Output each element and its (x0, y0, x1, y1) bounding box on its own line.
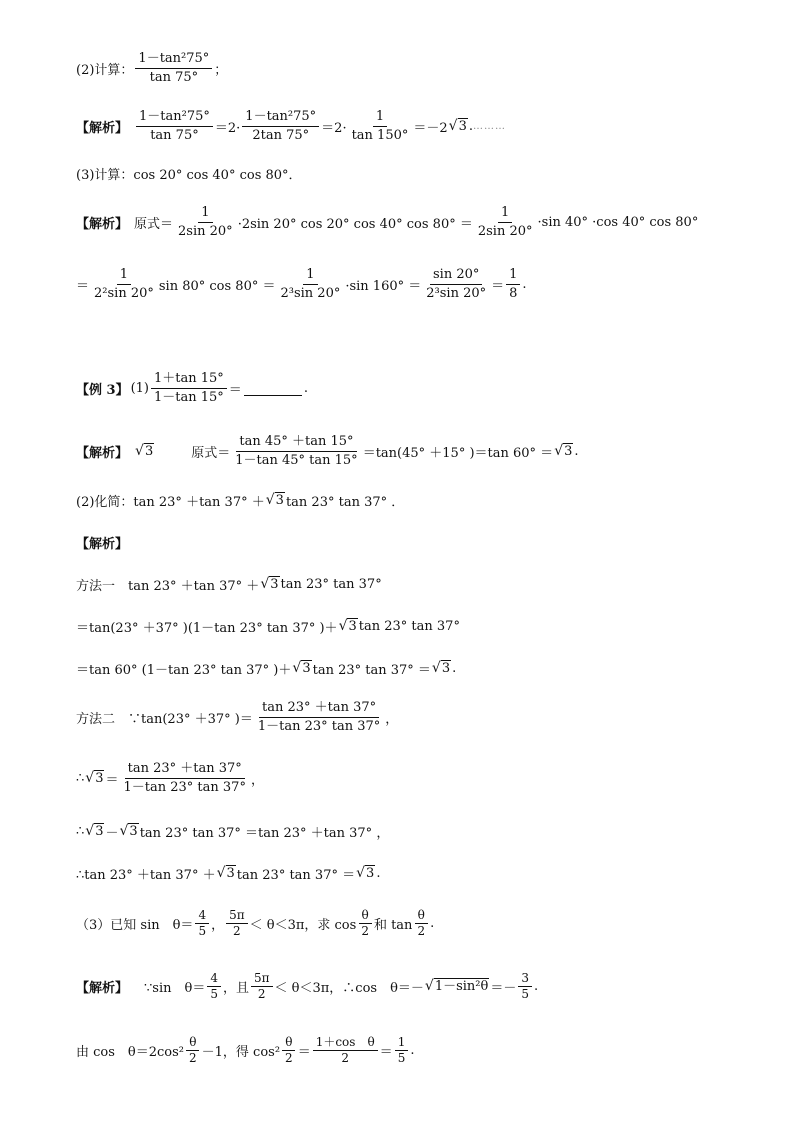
denominator: tan 75° (150, 127, 199, 143)
square-root (432, 660, 451, 676)
denominator: 5 (210, 986, 218, 1001)
radical-sign-icon: √ (424, 978, 434, 994)
numerator: 1－tan²75° (242, 108, 319, 127)
text: ＝ (76, 278, 90, 294)
radicand: 3 (302, 661, 311, 676)
text: ＝ (297, 1044, 311, 1060)
fraction (207, 971, 221, 1002)
text: （3）已知 sin θ＝ (76, 917, 194, 933)
denominator: 1－tan 23° tan 37° (123, 779, 246, 795)
denominator: 2 (233, 923, 241, 938)
solution-tag: 【解析】 (76, 980, 129, 996)
radicand: 3 (458, 119, 467, 134)
example-3-problem-1 (76, 370, 308, 405)
radicand: 3 (144, 444, 154, 459)
text: ＝tan 60° (1－tan 23° tan 37° )＋ (76, 662, 292, 678)
numerator: 3 (518, 971, 532, 987)
fraction (232, 433, 360, 470)
solution-2 (76, 108, 506, 143)
fraction (395, 1035, 409, 1066)
text: ＝tan(23° ＋37° )(1－tan 23° tan 37° )＋ (76, 620, 338, 636)
numerator: 1－tan²75° (135, 50, 212, 69)
denominator: 2 (341, 1050, 349, 1065)
radical-sign-icon: √ (431, 660, 441, 676)
square-root (425, 978, 489, 994)
denominator: 2tan 75° (252, 127, 310, 143)
text: (2)化简：tan 23° ＋tan 37° ＋ (76, 494, 265, 510)
text: 原式＝ (191, 445, 231, 461)
square-root (120, 823, 139, 839)
fraction (423, 266, 489, 303)
solution-3-line-2 (76, 266, 527, 301)
fraction (313, 1035, 378, 1066)
text: . (522, 276, 527, 292)
square-root (85, 823, 104, 839)
denominator: tan 150° (351, 127, 409, 143)
dots: ……… (473, 120, 506, 132)
fraction (195, 908, 209, 939)
fraction (121, 760, 249, 797)
solution-tag: 【解析】 (76, 216, 129, 232)
radicand: 3 (270, 577, 279, 592)
method-2-line-1 (76, 699, 399, 734)
radical-sign-icon: √ (85, 823, 95, 839)
radicand: 3 (275, 493, 284, 508)
text: ∴ (76, 770, 85, 786)
square-root (554, 443, 573, 459)
example-3-solution-1 (76, 433, 579, 468)
fraction (136, 108, 213, 145)
text: ·2sin 20° cos 20° cos 40° cos 80° ＝ (237, 216, 473, 232)
text: ＜ θ＜3π，∴cos θ＝－ (274, 980, 424, 996)
radical-sign-icon: √ (338, 618, 348, 634)
numerator: 1－tan²75° (136, 108, 213, 127)
radicand: 3 (441, 661, 451, 676)
denominator: 1－tan 23° tan 37° (257, 718, 381, 734)
example-3-solution-3-line-1 (76, 970, 539, 1001)
text: 原式＝ (134, 216, 174, 232)
radicand: 3 (95, 771, 104, 786)
text: ·sin 160° ＝ (345, 278, 422, 294)
numerator: θ (282, 1035, 295, 1051)
denominator: 2sin 20° (477, 223, 533, 239)
example-3-solution-3-line-2 (76, 1034, 415, 1065)
numerator: 1 (373, 108, 387, 127)
example-3-problem-3 (76, 907, 435, 938)
text: ∴ (76, 823, 85, 839)
denominator: 1－tan 45° tan 15° (235, 452, 358, 468)
radical-sign-icon: √ (448, 118, 458, 134)
text: ，且 (222, 980, 249, 996)
numerator: θ (415, 908, 428, 924)
radicand: 3 (348, 619, 357, 634)
method-1-line-3 (76, 658, 456, 678)
text: 方法二 ∵tan(23° ＋37° )＝ (76, 711, 253, 727)
method-2-line-2 (76, 760, 264, 795)
text: tan 23° tan 37° ＝tan 23° ＋tan 37° ， (139, 825, 390, 841)
fraction (151, 370, 227, 407)
square-root (260, 576, 279, 592)
denominator: 2 (417, 923, 426, 938)
square-root (292, 660, 311, 676)
numerator: tan 45° ＋tan 15° (236, 433, 356, 452)
radical-sign-icon: √ (356, 865, 366, 881)
answer-blank (244, 381, 302, 396)
text: 方法一 tan 23° ＋tan 37° ＋ (76, 578, 260, 594)
text: － (105, 825, 119, 841)
radical-sign-icon: √ (119, 823, 129, 839)
text: . (303, 380, 308, 396)
problem-2-compute (76, 50, 228, 85)
numerator: sin 20° (430, 266, 482, 285)
text: ； (214, 62, 228, 78)
text: . (452, 660, 457, 676)
text: ＝－2 (413, 120, 448, 136)
square-root (85, 770, 104, 786)
fraction (251, 971, 273, 1002)
radical-sign-icon: √ (265, 492, 275, 508)
denominator: 8 (509, 285, 518, 301)
radicand: 3 (226, 866, 235, 881)
example-tag: 【例 3】 (76, 382, 129, 398)
denominator: 2 (257, 986, 266, 1001)
text: (2)计算： (76, 62, 134, 78)
denominator: 2²sin 20° (94, 285, 154, 301)
text: ＝tan(45° ＋15° )＝tan 60° ＝ (362, 445, 554, 461)
numerator: 1 (198, 204, 212, 223)
text: . (410, 1042, 415, 1058)
problem-3-compute (76, 163, 302, 183)
radical-sign-icon: √ (260, 576, 270, 592)
fraction (518, 971, 532, 1002)
denominator: 2³sin 20° (426, 285, 487, 301)
fraction (414, 908, 428, 939)
denominator: 2 (189, 1050, 197, 1065)
denominator: 2sin 20° (178, 223, 233, 239)
square-root (135, 443, 154, 459)
fraction (277, 266, 343, 303)
denominator: 1－tan 15° (154, 389, 224, 405)
text: ＝ (379, 1044, 393, 1060)
radicand: 3 (366, 866, 375, 881)
numerator: 1 (506, 266, 520, 285)
text: . (376, 865, 381, 881)
text: tan 23° tan 37° (358, 618, 460, 634)
solution-tag: 【解析】 (76, 445, 129, 461)
solution-tag: 【解析】 (76, 536, 129, 552)
radicand: 3 (95, 824, 104, 839)
text: . (468, 118, 473, 134)
text: tan 23° tan 37° ． (285, 494, 405, 510)
denominator: tan 75° (149, 69, 199, 85)
text: (3)计算：cos 20° cos 40° cos 80°． (76, 167, 302, 183)
example-3-solution-2-tag (76, 532, 134, 552)
numerator: θ (359, 908, 372, 924)
radical-sign-icon: √ (292, 660, 302, 676)
numerator: 4 (195, 908, 209, 924)
square-root (339, 618, 358, 634)
method-2-line-3 (76, 821, 389, 841)
radicand: 3 (564, 444, 573, 459)
fraction (282, 1035, 296, 1066)
text: ＝ (228, 382, 242, 398)
numerator: 1 (395, 1035, 409, 1051)
text: ∵sin θ＝ (144, 980, 206, 996)
fraction (175, 204, 236, 241)
numerator: 5π (251, 971, 273, 987)
square-root (449, 118, 468, 134)
method-2-line-4 (76, 863, 380, 883)
text: ＝2· (321, 120, 347, 136)
text: sin 80° cos 80° ＝ (158, 278, 276, 294)
radical-sign-icon: √ (554, 443, 564, 459)
numerator: 1＋tan 15° (151, 370, 227, 389)
fraction (91, 266, 157, 303)
denominator: 5 (198, 923, 207, 938)
radical-sign-icon: √ (85, 770, 95, 786)
solution-tag: 【解析】 (76, 120, 129, 136)
numerator: 1 (117, 266, 131, 285)
fraction (349, 108, 412, 145)
fraction (186, 1035, 200, 1066)
text: 和 tan (373, 917, 413, 933)
fraction (255, 699, 383, 736)
text: ， (385, 711, 399, 727)
numerator: 4 (207, 971, 221, 987)
text: 由 cos θ＝2cos² (76, 1044, 184, 1060)
text: tan 23° tan 37° ＝ (236, 867, 356, 883)
solution-3-line-1 (76, 204, 699, 239)
radical-sign-icon: √ (216, 865, 226, 881)
square-root (217, 865, 236, 881)
numerator: 5π (226, 908, 248, 924)
text: ∴tan 23° ＋tan 37° ＋ (76, 867, 216, 883)
radicand: 3 (129, 824, 138, 839)
denominator: 5 (521, 986, 529, 1001)
method-1-line-2 (76, 616, 460, 636)
text: －1，得 cos² (201, 1044, 281, 1060)
fraction (242, 108, 319, 145)
denominator: 2 (361, 923, 369, 938)
denominator: 5 (397, 1050, 406, 1065)
fraction (135, 50, 212, 87)
text: tan 23° tan 37° (280, 576, 382, 592)
numerator: 1 (303, 266, 317, 285)
text: . (534, 978, 539, 994)
radical-sign-icon: √ (135, 443, 144, 459)
fraction (475, 204, 536, 241)
text: ＝ (491, 278, 505, 294)
text: . (574, 443, 579, 459)
text: ＜ θ＜3π，求 cos (249, 917, 357, 933)
text: ＝－ (490, 980, 517, 996)
denominator: 2³sin 20° (280, 285, 341, 301)
numerator: tan 23° ＋tan 37° (259, 699, 379, 718)
text: (1) (130, 380, 149, 396)
numerator: tan 23° ＋tan 37° (125, 760, 245, 779)
fraction (226, 908, 248, 939)
numerator: 1＋cos θ (313, 1035, 378, 1051)
text: ·sin 40° ·cos 40° cos 80° (537, 214, 699, 230)
text: tan 23° tan 37° ＝ (312, 662, 431, 678)
denominator: 2 (285, 1050, 293, 1065)
radicand: 1－sin²θ (434, 979, 489, 994)
text: . (430, 915, 435, 931)
method-1-line-1 (76, 574, 382, 594)
text: ＝2· (214, 120, 241, 136)
fraction (358, 908, 372, 939)
fraction (506, 266, 520, 303)
numerator: θ (186, 1035, 199, 1051)
example-3-problem-2 (76, 490, 404, 510)
text: ＝ (105, 772, 119, 788)
numerator: 1 (498, 204, 512, 223)
square-root (356, 865, 375, 881)
text: ， (250, 772, 264, 788)
text: ， (211, 917, 225, 933)
square-root (266, 492, 285, 508)
